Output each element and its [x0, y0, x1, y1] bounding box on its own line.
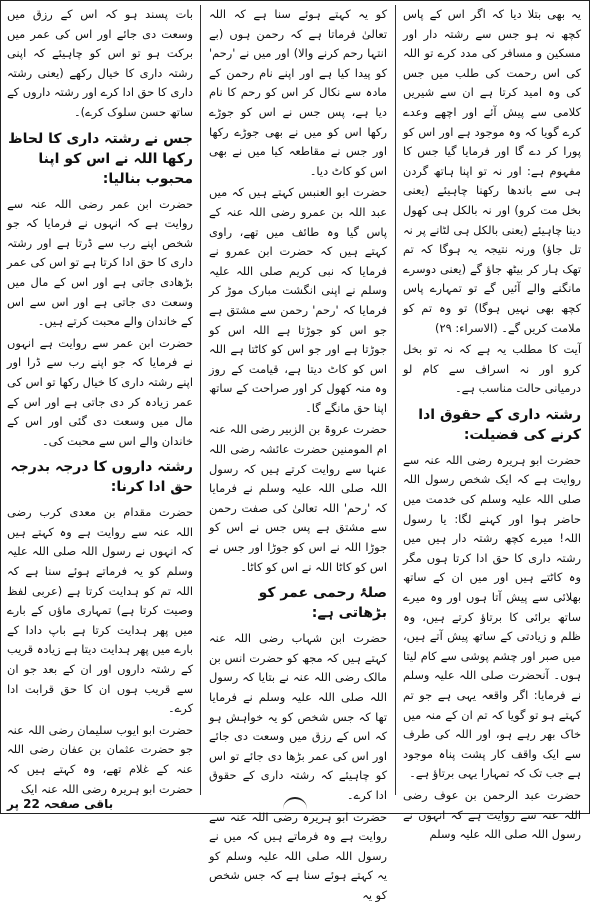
paragraph: حضرت ابن شہاب رضی اللہ عنہ کہتے ہیں کہ مجھ کو حضرت انس بن مالک رضی اللہ عنہ نے بتایا کہ رسول اللہ صلی اللہ علیہ وسلم نے فرمایا تھا کہ جس شخص کو یہ خواہش ہو کہ اس کے رزق میں وسعت دی جائے اور اس کی عمر بڑھا دی جائے تو اس کو چاہیئے کہ رشتہ داری کے حقوق ادا کرے۔ — [209, 631, 387, 802]
paragraph: حضرت ابو العنبس کہتے ہیں کہ میں عبد اللہ بن عمرو رضی اللہ عنہ کے پاس گیا وہ طائف میں تھے، راوی کہتے ہیں کہ حضرت ابن عمرو نے فرمایا کہ نبی کریم صلی اللہ علیہ وسلم نے اپنی انگشت مبارک موڑ کر فرمایا کہ 'رحم' رحمن سے مشتق ہے جو اس کو جوڑتا ہے اللہ اس کو جوڑتا ہے اور جو اس کو کاٹتا ہے اللہ اس کو کاٹ دیتا ہے، قیامت کے روز وہ منہ کھول کر اور صراحت کے ساتھ اپنا حق مانگے گا۔ — [209, 185, 387, 415]
section-heading: صلۂ رحمی عمر کو بڑھاتی ہے: — [258, 585, 387, 622]
section-heading: رشتہ داروں کا درجہ بدرجہ حق ادا کرنا: — [10, 459, 193, 496]
column-left — [3, 5, 197, 795]
paragraph: حضرت ابو ایوب سلیمان رضی اللہ عنہ جو حضرت عثمان بن عفان رضی اللہ عنہ کے غلام تھے، وہ کہتے ہیں کہ حضرت ابو ہریرہ رضی اللہ عنہ ایک — [7, 722, 193, 796]
paragraph: حضرت ابو ہریرہ رضی اللہ عنہ سے روایت ہے کہ ایک شخص رسول اللہ صلی اللہ علیہ وسلم کی خدمت میں حاضر ہوا اور کہنے لگا: یا رسول اللہ! میرے کچھ رشتہ دار ہیں میں رشتہ داری کا حق ادا کرتا ہوں مگر وہ کاٹتے ہیں اور میں ان کے ساتھ بھلائی سے پیش آتا ہوں اور وہ میرے ساتھ برائی کا برتاؤ کرتے ہیں، وہ ظلم و زیادتی کے ساتھ پیش آتے ہیں، میں صبر اور چشم پوشی سے کام لیتا ہوں۔ آنحضرت صلی اللہ علیہ وسلم نے فرمایا: اگر واقعہ یہی ہے جو تم کہتے ہو تو گویا کہ تم ان کے منہ میں خاک بھر رہے ہو، اور اللہ کی طرف سے ایک واقف کار پشت پناہ موجود ہے جب تک کہ تمہارا یہی برتاؤ ہے۔ — [403, 452, 581, 781]
section-heading: جس نے رشتہ داری کا لحاظ رکھا اللہ نے اس کو اپنا محبوب بنالیا: — [8, 130, 193, 187]
paragraph: حضرت ابو ہریرہ رضی اللہ عنہ سے روایت ہے وہ فرماتے ہیں کہ میں نے رسول اللہ صلی اللہ علیہ وسلم کو یہ کہتے ہوئے سنا ہے کہ جس شخص کو یہ — [209, 809, 387, 902]
paragraph: بات پسند ہو کہ اس کے رزق میں وسعت دی جائے اور اس کی عمر میں برکت ہو تو اس کو چاہیئے کہ اپنی رشتہ داری کا خیال رکھے (یعنی رشتہ داری کا حق ادا کرے اور رشتہ داروں کے ساتھ حسن سلوک کرے)۔ — [7, 7, 193, 119]
paragraph: حضرت عروۃ بن الزبیر رضی اللہ عنہ ام المومنین حضرت عائشہ رضی اللہ عنہا سے روایت کرتے ہیں کہ رسول اللہ صلی اللہ علیہ وسلم نے فرمایا کہ 'رحم' اللہ تعالیٰ کی صفت رحمن سے مشتق ہے پس جس نے اس کو جوڑا اللہ نے اس کو جوڑا اور جس نے اس کو کاٹا اللہ نے اس کو کاٹا۔ — [209, 422, 387, 574]
continuation-note: باقی صفحہ 22 پر — [7, 797, 114, 811]
paragraph: حضرت ابن عمر سے روایت ہے انہوں نے فرمایا کہ جو اپنے رب سے ڈرا اور اپنے رشتہ داری کا خیال رکھا تو اس کی عمر زیادہ کر دی جاتی ہے اور اس کے مال میں وسعت دی گئی اور اس کے خاندان والے اس سے محبت کی۔ — [7, 335, 193, 448]
paragraph: حضرت عبد الرحمن بن عوف رضی اللہ عنہ سے روایت ہے کہ انہوں نے رسول اللہ صلی اللہ علیہ وسلم — [403, 787, 581, 842]
column-right — [399, 5, 585, 842]
paragraph: کو یہ کہتے ہوئے سنا ہے کہ اللہ تعالیٰ فرماتا ہے کہ رحمن ہوں (بے انتہا رحم کرنے والا) اور میں نے 'رحم' کو پیدا کیا ہے اور اپنے نام رحمن کے مادہ سے نکال کر اس کو رحم کا نام دیا ہے، پس جس نے اس کو جوڑے رکھا اس کو میں نے بھی جوڑے رکھا اور جس نے مقاطعہ کیا میں نے بھی اس کو کاٹ دیا۔ — [209, 7, 387, 178]
paragraph: آیت کا مطلب یہ ہے کہ نہ تو بخل کرو اور نہ اسراف سے کام لو درمیانی حالت مناسب ہے۔ — [403, 342, 581, 396]
paragraph: حضرت مقدام بن معدی کرب رضی اللہ عنہ سے روایت ہے وہ کہتے ہیں کہ انہوں نے رسول اللہ صلی اللہ علیہ وسلم کو یہ فرماتے ہوئے سنا ہے کہ اللہ تم کو ہدایت کرتا ہے (عربی لفظ وصیت کرتا ہے) تمہاری ماؤں کے بارے میں پھر ہدایت کرتا ہے باپ دادا کے بارے میں پھر ہدایت دیتا ہے زیادہ قریب کے رشتہ داروں اور ان کے بعد جو ان سے قریب ہوں ان کا حق قرابت ادا کرے۔ — [7, 505, 193, 716]
column-divider — [200, 5, 201, 795]
section-heading: رشتہ داری کے حقوق ادا کرنے کی فضیلت: — [418, 406, 581, 443]
column-divider — [395, 5, 396, 795]
column-middle — [205, 5, 391, 902]
paragraph: یہ بھی بتلا دیا کہ اگر اس کے پاس کچھ نہ ہو جس سے رشتہ دار اور مسکین و مسافر کی مدد کرے تو اللہ کی اس رحمت کی طلب میں جس کی وہ امید کرتا ہے ان سے شیریں کلامی سے پیش آئے اور اچھے وعدے کرے گویا کہ وہ موجود ہے اور اس کو پورا کر دے گا اور فرمایا گیا جس کا مفہوم ہے: اور نہ تو اپنا ہاتھ گردن ہی سے باندھا رکھنا چاہیئے (یعنی بخل مت کرو) اور نہ بالکل ہی کھول دینا چاہیئے (یعنی بالکل ہی لٹانے پر نہ تل جاؤ) ورنہ نتیجہ یہ ہوگا کہ تم تھک ہار کر بیٹھ جاؤ گے (یعنی دوسرے مانگنے والے آئیں گے تو تمہارے پاس کچھ بھی نہیں ہوگا) تو وہ تم کو ملامت کریں گے۔ (الاسراء: ۲۹) — [403, 7, 581, 335]
paragraph: حضرت ابن عمر رضی اللہ عنہ سے روایت ہے کہ انہوں نے فرمایا کہ جو شخص اپنے رب سے ڈرتا ہے اور رشتہ داری کا حق ادا کرتا ہے تو اس کی عمر بڑھادی جاتی ہے اور اس کے مال میں وسعت دی جاتی ہے اور اس سے اس کے خاندان والے محبت کرتے ہیں۔ — [7, 196, 193, 329]
